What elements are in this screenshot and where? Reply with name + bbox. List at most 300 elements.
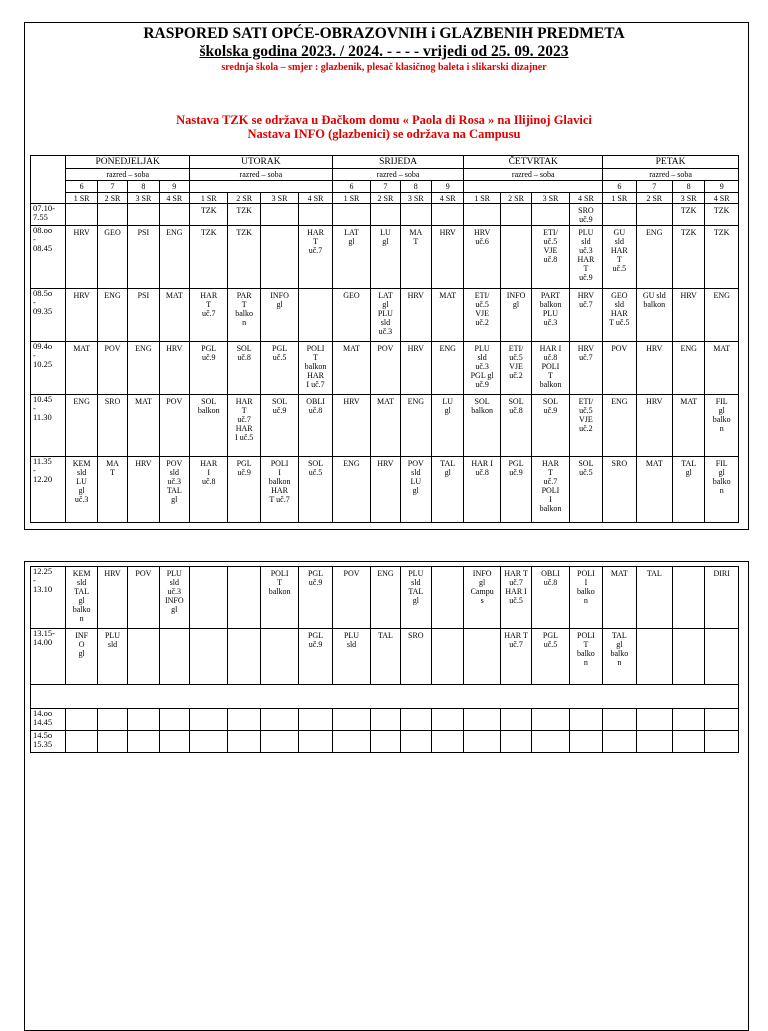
lesson-cell <box>260 204 298 226</box>
day-subheader: razred – soba <box>332 169 464 181</box>
lesson-cell <box>464 395 500 457</box>
lesson-cell <box>672 204 704 226</box>
lesson-cell <box>569 204 602 226</box>
lesson-cell <box>299 629 332 685</box>
lesson-text: PGL uč.9 <box>201 344 217 362</box>
lesson-text: TAL gl <box>681 459 697 477</box>
lesson-text: HRV <box>646 344 663 353</box>
lesson-text: HAR I uč.8 POLI T balkon <box>539 344 562 389</box>
lesson-text <box>128 204 158 206</box>
day-header: UTORAK <box>189 156 332 169</box>
period-time: 14.5o 15.35 <box>31 731 66 753</box>
lesson-cell <box>159 289 189 342</box>
lesson-cell-empty <box>66 731 97 753</box>
lesson-cell <box>128 457 159 523</box>
class-number: 6 <box>66 181 97 193</box>
lesson-cell <box>260 457 298 523</box>
lesson-text: PGL uč.9 <box>508 459 524 477</box>
lesson-text: MAT <box>645 459 663 468</box>
lesson-cell <box>228 342 260 395</box>
lesson-text <box>501 204 531 206</box>
lesson-text: TAL <box>646 569 662 578</box>
day-header: SRIJEDA <box>332 156 464 169</box>
lesson-cell-empty <box>673 731 705 753</box>
lesson-cell <box>464 226 500 289</box>
class-number: 7 <box>371 181 400 193</box>
lesson-text: GEO sld HAR T uč.5 <box>609 291 630 327</box>
lesson-cell <box>128 204 159 226</box>
lesson-cell <box>672 395 704 457</box>
lesson-cell <box>66 567 97 629</box>
lesson-text: OBLI uč.8 <box>541 569 560 587</box>
lesson-text: LAT gl <box>344 228 359 246</box>
lesson-text: MAT <box>680 397 698 406</box>
lesson-cell-empty <box>97 709 127 731</box>
lesson-cell <box>97 567 127 629</box>
room-label: 1 SR <box>189 193 227 204</box>
lesson-cell <box>431 226 463 289</box>
lesson-cell <box>464 342 500 395</box>
lesson-cell <box>371 457 400 523</box>
corner-cell <box>31 156 66 204</box>
lesson-text: TZK <box>200 228 217 237</box>
lesson-cell <box>128 342 159 395</box>
lesson-text: SOL uč.5 <box>307 459 324 477</box>
lesson-cell <box>159 395 189 457</box>
lesson-text: ENG <box>646 228 663 237</box>
lesson-cell <box>705 567 739 629</box>
room-label: 4 SR <box>569 193 602 204</box>
lesson-cell <box>431 457 463 523</box>
lesson-cell <box>299 567 332 629</box>
lesson-cell <box>299 289 332 342</box>
lesson-text: INFO gl <box>506 291 526 309</box>
period-time: 10.45 - 11.30 <box>31 395 66 457</box>
lesson-cell <box>189 342 227 395</box>
lesson-text: GU sld balkon <box>642 291 666 309</box>
lesson-cell-empty <box>464 731 500 753</box>
lesson-cell <box>500 342 531 395</box>
lesson-text: ENG <box>343 459 360 468</box>
room-label: 2 SR <box>97 193 127 204</box>
lesson-text <box>261 204 298 206</box>
lesson-text: INF O gl <box>75 631 89 658</box>
lesson-cell <box>431 342 463 395</box>
lesson-cell <box>332 629 370 685</box>
lesson-cell <box>673 567 705 629</box>
lesson-text: HAR T uč.7 HAR I uč.5 <box>504 569 528 605</box>
lesson-cell-empty <box>332 731 370 753</box>
lesson-text: HRV <box>104 569 121 578</box>
lesson-text: ENG <box>73 397 90 406</box>
period-row <box>31 567 739 629</box>
lesson-cell <box>500 395 531 457</box>
lesson-text: HRV <box>407 291 424 300</box>
lesson-text <box>299 204 331 206</box>
lesson-cell <box>400 342 431 395</box>
lesson-cell <box>97 457 127 523</box>
lesson-text: TZK <box>680 228 697 237</box>
day-subheader: razred – soba <box>189 169 332 181</box>
lesson-text <box>705 629 738 631</box>
period-time: 08.oo - 08.45 <box>31 226 66 289</box>
lesson-text: KEM sld TAL gl balko n <box>72 569 91 623</box>
room-label: 3 SR <box>672 193 704 204</box>
lesson-cell <box>159 342 189 395</box>
lesson-cell <box>636 289 672 342</box>
class-number: 8 <box>128 181 159 193</box>
lesson-text <box>98 204 127 206</box>
lesson-text: POV <box>166 397 183 406</box>
lesson-cell <box>603 226 636 289</box>
lesson-cell <box>672 457 704 523</box>
lesson-cell <box>400 395 431 457</box>
lesson-cell <box>431 395 463 457</box>
lesson-cell <box>371 226 400 289</box>
lesson-cell-empty <box>332 709 370 731</box>
lesson-text: PAR T balko n <box>235 291 254 327</box>
lesson-text: MAT <box>439 291 457 300</box>
lesson-text: SOL uč.8 <box>236 344 252 362</box>
lesson-cell-empty <box>371 709 400 731</box>
lesson-cell <box>603 457 636 523</box>
lesson-cell-empty <box>97 731 127 753</box>
lesson-text: MAT <box>134 397 152 406</box>
lesson-text: OBLI uč.8 <box>306 397 325 415</box>
lesson-cell <box>400 289 431 342</box>
day-header: ČETVRTAK <box>464 156 603 169</box>
period-time: 14.oo 14.45 <box>31 709 66 731</box>
lesson-text <box>464 629 499 631</box>
lesson-cell <box>66 289 97 342</box>
lesson-text: MAT <box>165 291 183 300</box>
lesson-text: MAT <box>73 344 91 353</box>
lesson-text: HAR I uč.8 <box>471 459 493 477</box>
lesson-cell <box>228 395 260 457</box>
lesson-text: PLU sld <box>104 631 121 649</box>
lesson-cell <box>299 457 332 523</box>
lesson-cell <box>636 629 672 685</box>
class-number: 9 <box>431 181 463 193</box>
lesson-cell <box>603 567 636 629</box>
lesson-text: MAT <box>713 344 731 353</box>
lesson-text: PGL uč.5 <box>542 631 559 649</box>
lesson-cell <box>400 629 431 685</box>
lesson-text: LAT gl PLU sld uč.3 <box>377 291 393 336</box>
lesson-text <box>371 204 399 206</box>
lesson-text: POV sld uč.3 TAL gl <box>166 459 183 504</box>
class-number: 8 <box>672 181 704 193</box>
separator-row <box>31 685 739 709</box>
lesson-cell <box>159 226 189 289</box>
lesson-text: ETI/ uč.5 VJE uč.2 <box>474 291 490 327</box>
lesson-cell <box>371 395 400 457</box>
lesson-cell <box>66 204 97 226</box>
lesson-text: PGL uč.9 <box>307 631 324 649</box>
lesson-text <box>190 629 227 631</box>
lesson-cell <box>532 395 569 457</box>
lesson-text <box>401 204 431 206</box>
lesson-cell <box>569 457 602 523</box>
lesson-text: PART balkon PLU uč.3 <box>539 291 562 327</box>
lesson-cell-empty <box>260 709 298 731</box>
room-label: 2 SR <box>500 193 531 204</box>
lesson-cell <box>371 629 400 685</box>
room-label: 2 SR <box>371 193 400 204</box>
school-subtitle: srednja škola – smjer : glazbenik, plesač klasičnog baleta i slikarski dizajner <box>221 62 547 73</box>
lesson-cell <box>228 289 260 342</box>
lesson-text: PGL uč.5 <box>272 344 288 362</box>
lesson-text: PSI <box>137 228 150 237</box>
room-label: 3 SR <box>400 193 431 204</box>
lesson-cell <box>97 204 127 226</box>
lesson-cell <box>128 629 159 685</box>
lesson-cell-empty <box>500 731 531 753</box>
lesson-text <box>128 629 158 631</box>
lesson-cell <box>500 226 531 289</box>
lesson-text: SOL balkon <box>197 397 220 415</box>
lesson-text: TAL <box>377 631 393 640</box>
lesson-cell <box>189 629 227 685</box>
lesson-text: KEM sld LU gl uč.3 <box>72 459 91 504</box>
lesson-cell <box>228 226 260 289</box>
lesson-text: POV <box>611 344 628 353</box>
period-row <box>31 709 739 731</box>
lesson-text <box>432 567 463 569</box>
lesson-text: POLI T balko n <box>577 631 595 667</box>
lesson-text: HRV <box>439 228 456 237</box>
lesson-cell <box>260 226 298 289</box>
room-label: 1 SR <box>66 193 97 204</box>
lesson-text <box>673 629 704 631</box>
lesson-cell <box>260 289 298 342</box>
lesson-text <box>228 567 259 569</box>
lesson-text: SOL uč.5 <box>578 459 594 477</box>
lesson-cell-empty <box>432 731 464 753</box>
lesson-text: SOL uč.9 <box>272 397 288 415</box>
lesson-text: ENG <box>439 344 456 353</box>
lesson-cell <box>532 567 569 629</box>
lesson-cell <box>189 567 227 629</box>
lesson-text: HAR T uč.7 POLI I balkon <box>539 459 562 513</box>
lesson-text: PLU sld <box>343 631 360 649</box>
lesson-cell <box>672 342 704 395</box>
lesson-cell <box>332 395 370 457</box>
lesson-text: HRV <box>680 291 697 300</box>
lesson-cell <box>400 457 431 523</box>
lesson-text: INFO gl Campu s <box>470 569 494 605</box>
lesson-cell <box>705 342 739 395</box>
lesson-cell-empty <box>532 731 569 753</box>
lesson-text: ENG <box>135 344 152 353</box>
lesson-cell <box>672 226 704 289</box>
lesson-text: HRV uč.7 <box>577 291 595 309</box>
lesson-cell-empty <box>66 709 97 731</box>
lesson-cell-empty <box>228 731 260 753</box>
lesson-text: HRV <box>407 344 424 353</box>
lesson-text: ETI/ uč.5 VJE uč.2 <box>578 397 594 433</box>
room-label: 1 SR <box>464 193 500 204</box>
lesson-cell <box>636 567 672 629</box>
lesson-cell <box>636 457 672 523</box>
room-label: 3 SR <box>128 193 159 204</box>
lesson-cell <box>603 629 636 685</box>
room-label: 3 SR <box>260 193 298 204</box>
lesson-cell-empty <box>128 709 159 731</box>
lesson-cell <box>705 289 739 342</box>
lesson-cell <box>128 289 159 342</box>
lesson-cell <box>636 395 672 457</box>
lesson-cell-empty <box>400 731 431 753</box>
lesson-text: ENG <box>377 569 394 578</box>
lesson-cell <box>673 629 705 685</box>
lesson-text <box>637 204 672 206</box>
school-year: školska godina 2023. / 2024. - - - - vrijedi od 25. 09. 2023 <box>199 43 569 60</box>
lesson-cell <box>500 629 531 685</box>
lesson-cell <box>189 457 227 523</box>
class-number: 9 <box>159 181 189 193</box>
lesson-cell <box>432 567 464 629</box>
day-header: PONEDJELJAK <box>66 156 190 169</box>
period-row <box>31 457 739 523</box>
day-subheader: razred – soba <box>66 169 190 181</box>
lesson-cell-empty <box>189 731 227 753</box>
lesson-text <box>603 204 635 206</box>
lesson-text: HRV <box>73 228 90 237</box>
lesson-text <box>228 629 259 631</box>
lesson-cell <box>569 342 602 395</box>
lesson-cell-empty <box>159 709 189 731</box>
lesson-text: MAT <box>376 397 394 406</box>
lesson-text: SRO <box>408 631 424 640</box>
lesson-cell <box>299 395 332 457</box>
lesson-text: POV sld LU gl <box>407 459 424 495</box>
lesson-cell <box>400 226 431 289</box>
lesson-text: MAT <box>343 344 360 353</box>
lesson-text: TZK <box>713 228 730 237</box>
lesson-text: ETI/ uč.5 VJE uč.8 <box>543 228 558 264</box>
lesson-cell <box>603 342 636 395</box>
lesson-cell <box>705 226 739 289</box>
lesson-cell <box>228 457 260 523</box>
lesson-cell <box>705 395 739 457</box>
lesson-cell <box>371 567 400 629</box>
room-label: 4 SR <box>705 193 739 204</box>
lesson-cell <box>636 204 672 226</box>
lesson-cell <box>500 567 531 629</box>
day-header: PETAK <box>603 156 739 169</box>
lesson-cell-empty <box>260 731 298 753</box>
lesson-cell <box>705 457 739 523</box>
period-row <box>31 226 739 289</box>
lesson-cell <box>228 204 260 226</box>
lesson-text: PLU sld uč.3 HAR T uč.9 <box>577 228 595 282</box>
lesson-text <box>432 629 463 631</box>
lesson-cell <box>97 226 127 289</box>
lesson-cell <box>532 457 569 523</box>
schedule-table-top <box>30 155 739 523</box>
lesson-cell <box>332 567 370 629</box>
lesson-cell <box>332 226 370 289</box>
lesson-cell <box>66 457 97 523</box>
lesson-cell <box>189 204 227 226</box>
lesson-text: HRV <box>343 397 360 406</box>
lesson-text: POLI T balkon <box>268 569 291 596</box>
lesson-cell <box>500 457 531 523</box>
lesson-text: ENG <box>680 344 697 353</box>
lesson-cell <box>371 204 400 226</box>
lesson-text: HAR T uč.7 <box>307 228 324 255</box>
lesson-cell <box>569 395 602 457</box>
lesson-text: DIRI <box>713 569 730 578</box>
lesson-cell <box>299 342 332 395</box>
lesson-text: POV <box>135 569 152 578</box>
lesson-cell <box>532 226 569 289</box>
period-row <box>31 395 739 457</box>
lesson-text <box>66 204 96 206</box>
lesson-text: TAL gl balko n <box>610 631 629 667</box>
lesson-text: SOL balkon <box>471 397 493 415</box>
lesson-text: HRV uč.7 <box>577 344 595 362</box>
lesson-cell <box>159 629 189 685</box>
class-number: 7 <box>636 181 672 193</box>
period-time: 13.15- 14.00 <box>31 629 66 685</box>
lesson-text: HRV <box>377 459 394 468</box>
lesson-text: POLI T balkon HAR I uč.7 <box>304 344 327 389</box>
lesson-text <box>532 204 568 206</box>
lesson-text <box>464 204 499 206</box>
lesson-cell <box>228 629 260 685</box>
lesson-cell <box>400 567 431 629</box>
lesson-cell-empty <box>159 731 189 753</box>
lesson-text <box>333 204 370 206</box>
lesson-text: HRV <box>73 291 90 300</box>
lesson-cell-empty <box>299 731 332 753</box>
lesson-text: SOL uč.9 <box>542 397 559 415</box>
lesson-cell <box>705 629 739 685</box>
lesson-text: PLU sld uč.3 INFO gl <box>164 569 184 614</box>
lesson-text: PLU sld TAL gl <box>408 569 424 605</box>
lesson-cell <box>432 629 464 685</box>
lesson-cell <box>603 289 636 342</box>
lesson-text: SOL uč.8 <box>508 397 524 415</box>
period-row <box>31 731 739 753</box>
lesson-text: GEO <box>104 228 121 237</box>
lesson-text: HRV <box>135 459 152 468</box>
class-blank <box>189 181 332 193</box>
period-time: 12.25 - 13.10 <box>31 567 66 629</box>
lesson-text: PSI <box>137 291 150 300</box>
period-row <box>31 289 739 342</box>
room-label: 3 SR <box>532 193 569 204</box>
lesson-text: ENG <box>407 397 425 406</box>
lesson-cell-empty <box>532 709 569 731</box>
class-number: 8 <box>400 181 431 193</box>
room-label: 2 SR <box>636 193 672 204</box>
lesson-cell <box>569 289 602 342</box>
lesson-cell <box>66 226 97 289</box>
lesson-text <box>160 629 189 631</box>
lesson-cell-empty <box>569 709 602 731</box>
lesson-cell <box>159 457 189 523</box>
lesson-text: TZK <box>680 206 697 215</box>
lesson-cell <box>636 226 672 289</box>
room-label: 4 SR <box>299 193 332 204</box>
lesson-cell <box>569 567 602 629</box>
day-subheader: razred – soba <box>603 169 739 181</box>
lesson-cell <box>159 204 189 226</box>
lesson-text: PLU sld uč.3 PGL gl uč.9 <box>470 344 494 389</box>
